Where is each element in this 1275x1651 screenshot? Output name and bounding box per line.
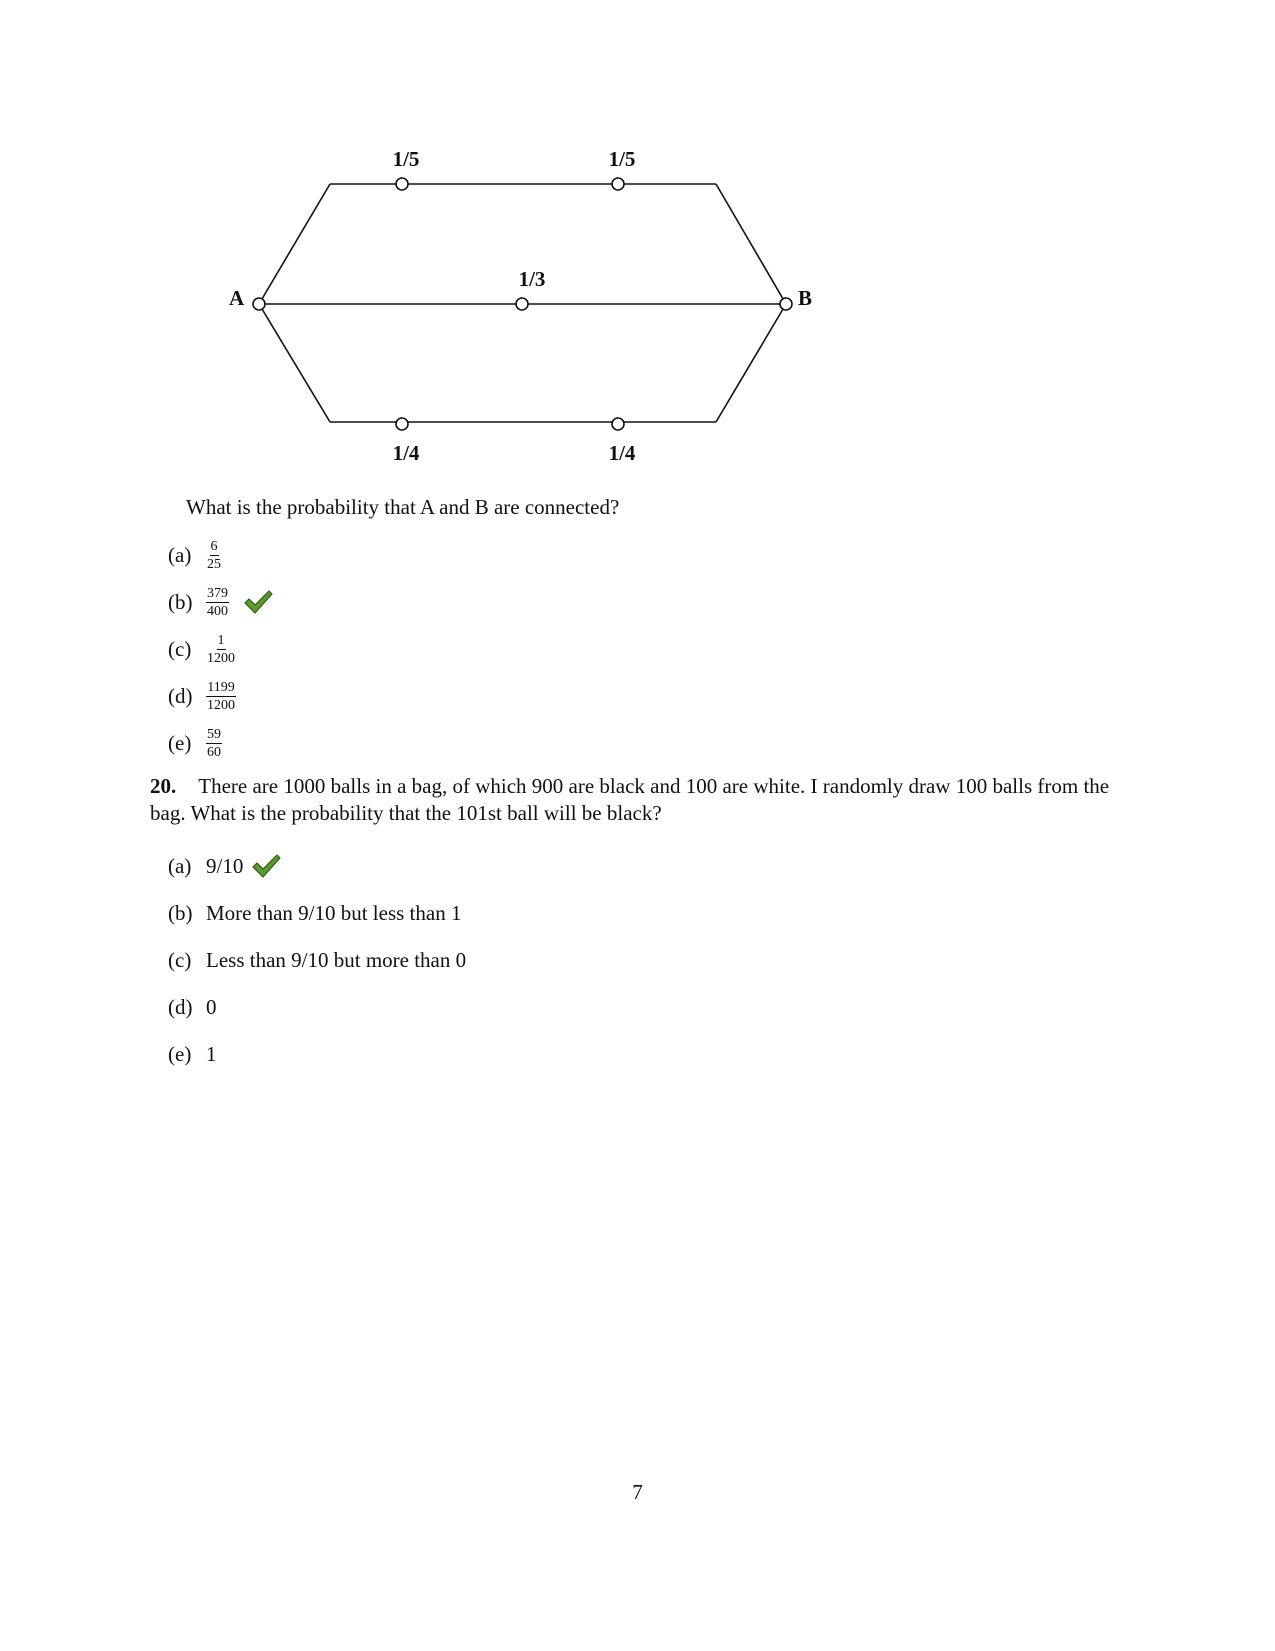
numerator: 379 <box>207 585 228 601</box>
q20-option-e <box>168 1034 217 1074</box>
check-icon <box>251 853 281 879</box>
switch-bottom-2 <box>612 418 624 430</box>
denominator: 1200 <box>207 650 235 666</box>
numerator: 1 <box>217 632 225 648</box>
q20-option-a <box>168 846 281 886</box>
denominator: 1200 <box>207 697 235 713</box>
bottom-switch-1-probability: 1/4 <box>392 441 420 465</box>
fraction <box>206 539 222 572</box>
denominator: 400 <box>207 603 228 619</box>
q20-option-d <box>168 987 217 1027</box>
edge-bottom-b <box>716 304 786 422</box>
option-letter: (d) <box>168 683 193 708</box>
option-letter: (b) <box>168 589 193 614</box>
q20-number: 20. <box>150 774 177 798</box>
switch-bottom-1 <box>396 418 408 430</box>
option-letter: (c) <box>168 636 192 661</box>
q20-option-c <box>168 940 466 980</box>
option-text: 0 <box>206 994 217 1019</box>
q19-option-c <box>168 629 236 669</box>
numerator: 1199 <box>207 679 235 695</box>
network-diagram <box>0 0 1275 480</box>
page-number: 7 <box>632 1480 643 1504</box>
option-letter: (d) <box>168 994 193 1019</box>
numerator: 6 <box>210 538 218 554</box>
node-b <box>780 298 792 310</box>
bottom-switch-2-probability: 1/4 <box>608 441 636 465</box>
option-letter: (a) <box>168 542 192 567</box>
option-letter: (b) <box>168 900 193 925</box>
fraction <box>206 586 229 619</box>
q19-option-e <box>168 723 222 763</box>
option-letter: (e) <box>168 730 192 755</box>
option-text: 9/10 <box>206 853 244 878</box>
check-icon <box>243 589 273 615</box>
option-text: 1 <box>206 1041 217 1066</box>
denominator: 60 <box>207 744 221 760</box>
option-text: More than 9/10 but less than 1 <box>206 900 462 925</box>
fraction <box>206 633 236 666</box>
option-letter: (a) <box>168 853 192 878</box>
option-letter: (e) <box>168 1041 192 1066</box>
numerator: 59 <box>207 726 221 742</box>
q20-text: There are 1000 balls in a bag, of which 900 are black and 100 are white. I randomly draw 100 balls from the bag. What is the probability that the 101st ball will be black? <box>150 774 1110 825</box>
fraction <box>206 680 236 713</box>
top-switch-2-probability: 1/5 <box>608 147 636 171</box>
node-b-label: B <box>798 286 813 310</box>
denominator: 25 <box>207 556 221 572</box>
switch-top-1 <box>396 178 408 190</box>
q19-prompt: What is the probability that A and B are connected? <box>186 495 620 519</box>
edge-top-b <box>716 184 786 304</box>
switch-top-2 <box>612 178 624 190</box>
top-switch-1-probability: 1/5 <box>392 147 420 171</box>
node-a-label: A <box>229 286 245 310</box>
middle-switch-probability: 1/3 <box>518 267 546 291</box>
option-letter: (c) <box>168 947 192 972</box>
option-text: Less than 9/10 but more than 0 <box>206 947 467 972</box>
q19-option-b <box>168 582 273 622</box>
edge-a-top <box>259 184 330 304</box>
q20-option-b <box>168 893 461 933</box>
edge-a-bottom <box>259 304 330 422</box>
switch-middle <box>516 298 528 310</box>
fraction <box>206 727 222 760</box>
q19-option-d <box>168 676 236 716</box>
q20-prompt <box>150 773 1130 827</box>
q19-option-a <box>168 535 222 575</box>
node-a <box>253 298 265 310</box>
